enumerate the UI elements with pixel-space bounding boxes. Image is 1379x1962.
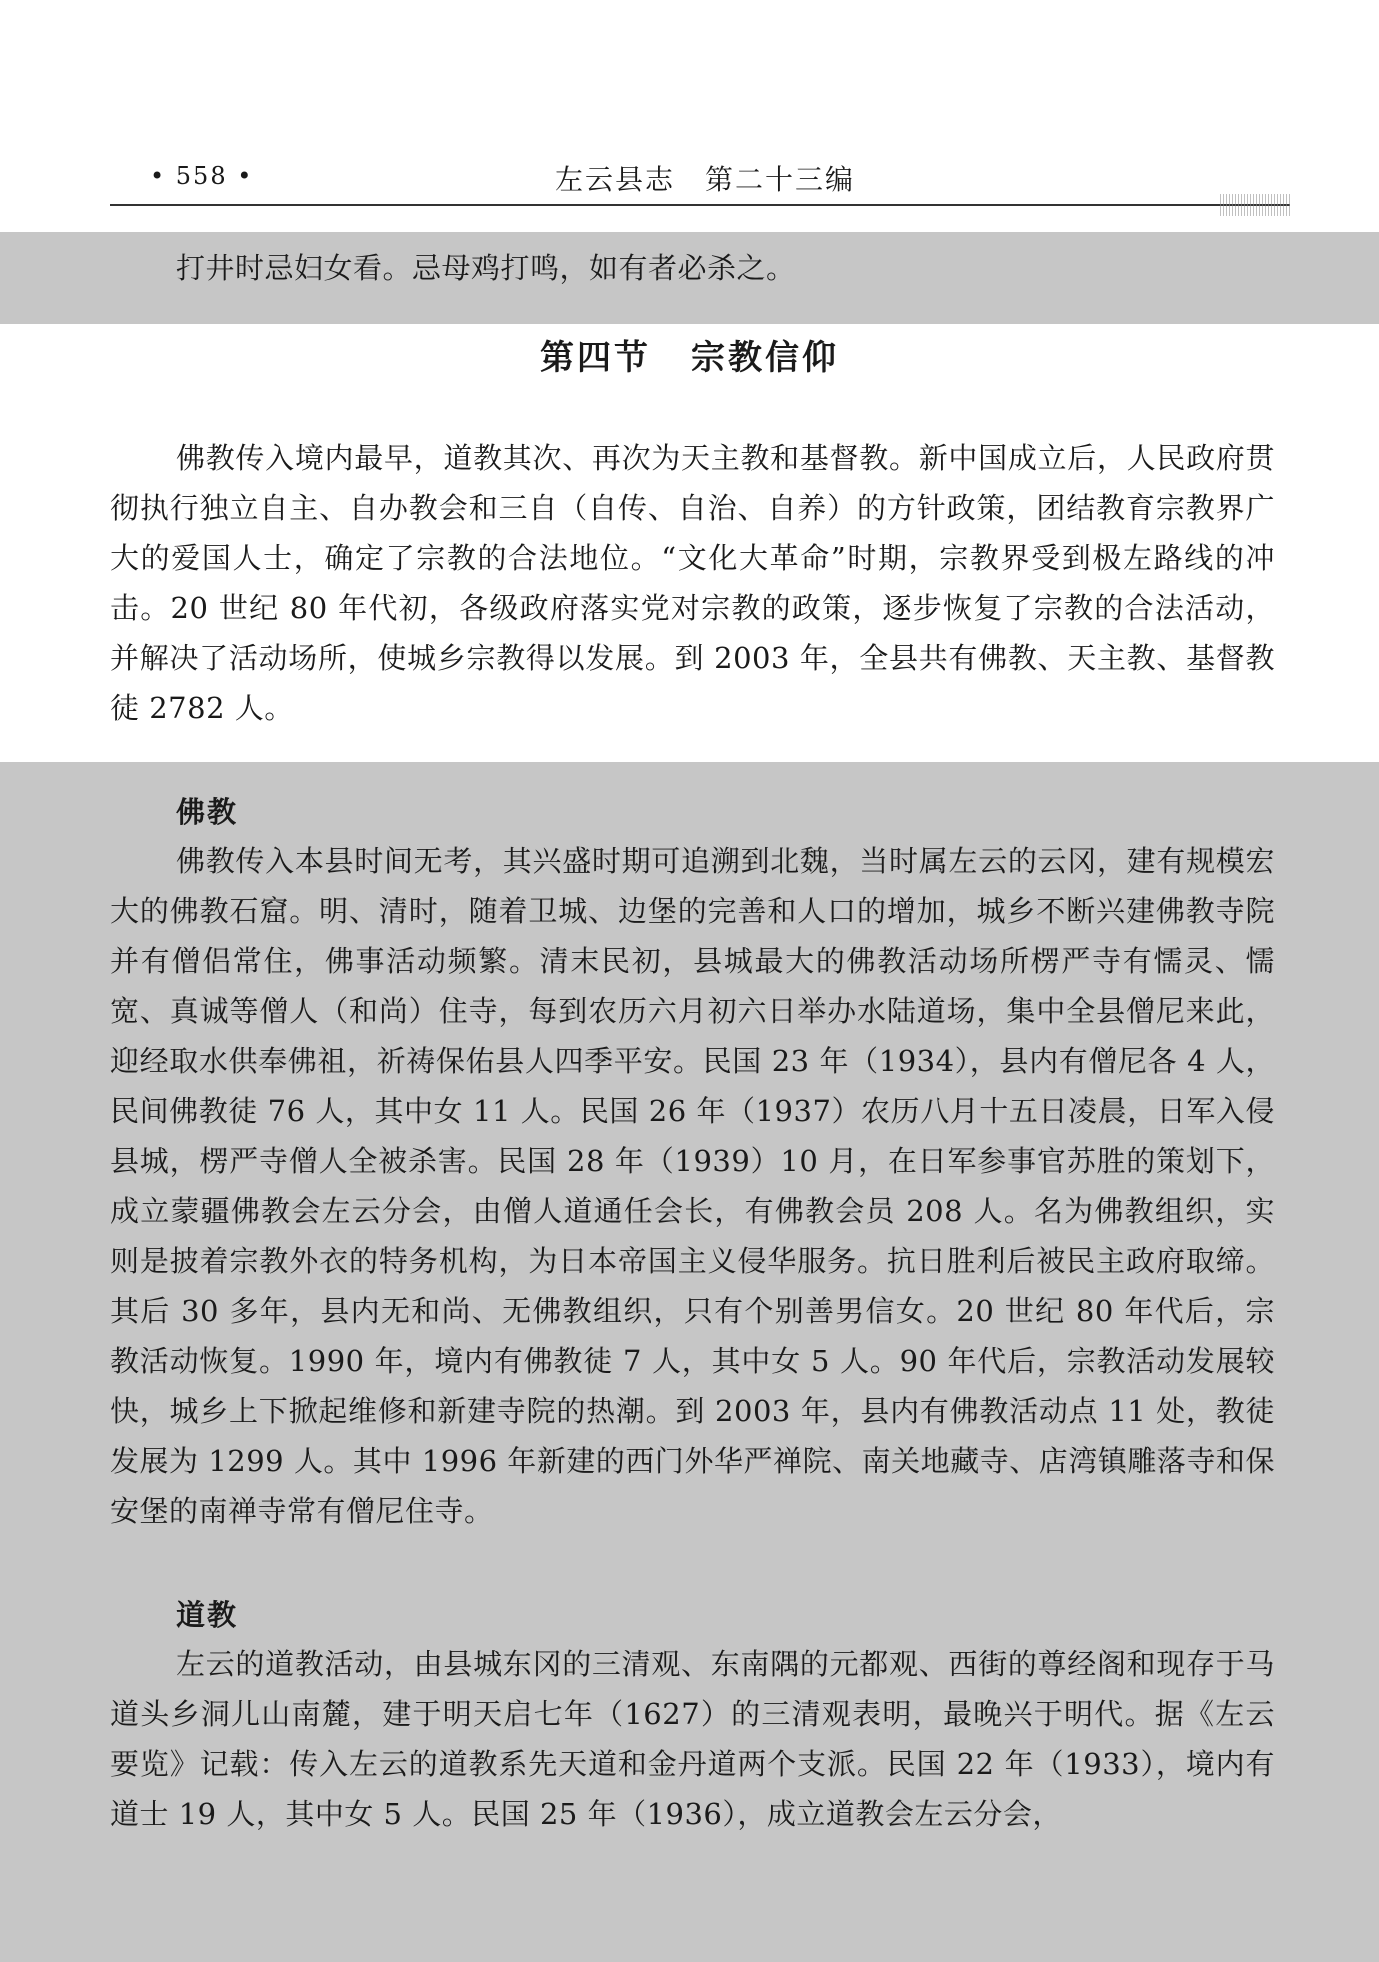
book-title: 左云县志 bbox=[555, 163, 676, 196]
buddhism-paragraph: 佛教传入本县时间无考，其兴盛时期可追溯到北魏，当时属左云的云冈，建有规模宏大的佛教石窟。明、清时，随着卫城、边堡的完善和人口的增加，城乡不断兴建佛教寺院并有僧侣常住，佛事活动频繁。清末民初，县城最大的佛教活动场所楞严寺有懦灵、懦宽、真诚等僧人（和尚）住寺，每到农历六月初六日举办水陆道场，集中全县僧尼来此，迎经取水供奉佛祖，祈祷保佑县人四季平安。民国 23 年（1934），县内有僧尼各 4 人，民间佛教徒 76 人，其中女 11 人。民国 26 年（1937）农历八月十五日凌晨，日军入侵县城，楞严寺僧人全被杀害。民国 28 年（1939）10 月，在日军参事官苏胜的策划下，成立蒙疆佛教会左云分会，由僧人道通任会长，有佛教会员 208 人。名为佛教组织，实则是披着宗教外衣的特务机构，为日本帝国主义侵华服务。抗日胜利后被民主政府取缔。其后 30 多年，县内无和尚、无佛教组织，只有个别善男信女。20 世纪 80 年代后，宗教活动恢复。1990 年，境内有佛教徒 7 人，其中女 5 人。90 年代后，宗教活动发展较快，城乡上下掀起维修和新建寺院的热潮。到 2003 年，县内有佛教活动点 11 处，教徒发展为 1299 人。其中 1996 年新建的西门外华严禅院、南关地藏寺、店湾镇雕落寺和保安堡的南禅寺常有僧尼住寺。 bbox=[110, 844, 1275, 1528]
section-name: 宗教信仰 bbox=[691, 338, 839, 378]
page-header bbox=[110, 150, 1290, 210]
scan-speckle bbox=[1220, 194, 1290, 216]
taoism-heading: 道教 bbox=[176, 1598, 239, 1632]
header-rule bbox=[110, 204, 1290, 206]
buddhism-heading: 佛教 bbox=[176, 795, 239, 829]
carryover-paragraph: 打井时忌妇女看。忌母鸡打鸣，如有者必杀之。 bbox=[176, 251, 796, 285]
page-number: • 558 • bbox=[150, 162, 254, 190]
part-title: 第二十三编 bbox=[705, 163, 856, 196]
running-title bbox=[555, 158, 855, 198]
section-number: 第四节 bbox=[540, 338, 651, 378]
intro-paragraph: 佛教传入境内最早，道教其次、再次为天主教和基督教。新中国成立后，人民政府贯彻执行独立自主、自办教会和三自（自传、自治、自养）的方针政策，团结教育宗教界广大的爱国人士，确定了宗教的合法地位。“文化大革命”时期，宗教界受到极左路线的冲击。20 世纪 80 年代初，各级政府落实党对宗教的政策，逐步恢复了宗教的合法活动，并解决了活动场所，使城乡宗教得以发展。到 2003 年，全县共有佛教、天主教、基督教徒 2782 人。 bbox=[110, 441, 1275, 725]
section-title bbox=[0, 330, 1379, 379]
taoism-paragraph: 左云的道教活动，由县城东冈的三清观、东南隅的元都观、西街的尊经阁和现存于马道头乡洞儿山南麓，建于明天启七年（1627）的三清观表明，最晚兴于明代。据《左云要览》记载：传入左云的道教系先天道和金丹道两个支派。民国 22 年（1933），境内有道士 19 人，其中女 5 人。民国 25 年（1936），成立道教会左云分会， bbox=[110, 1647, 1275, 1831]
